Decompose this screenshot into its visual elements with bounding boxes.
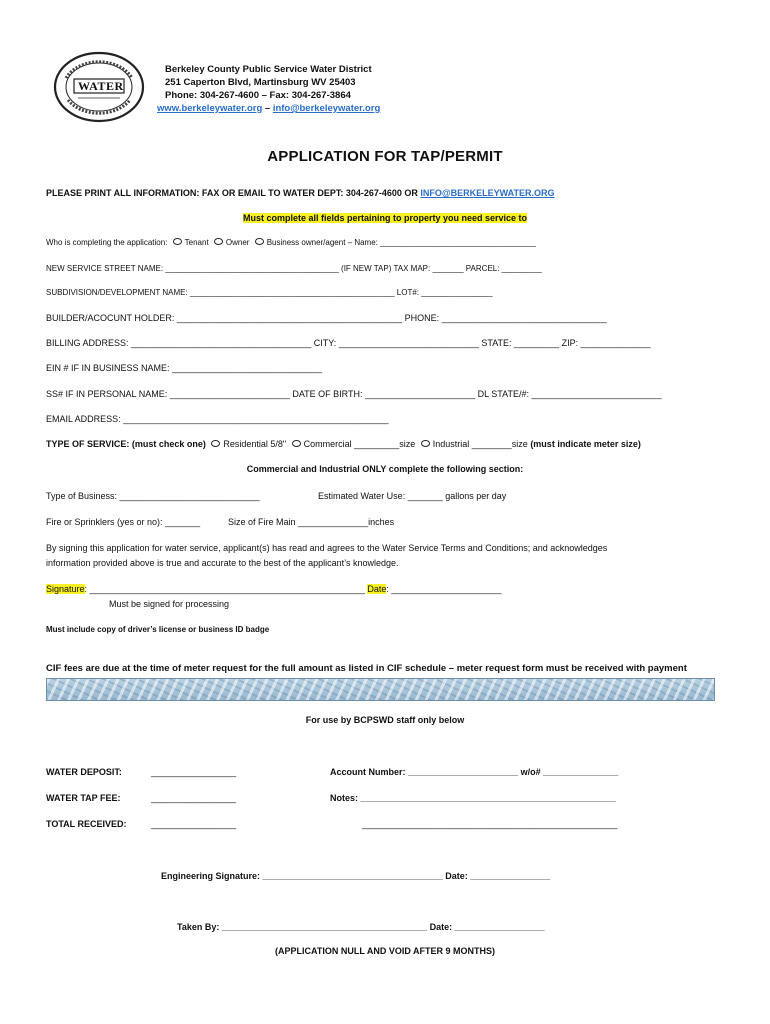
email-link[interactable]: info@berkeleywater.org — [272, 103, 381, 114]
signature-note: Must be signed for processing — [109, 599, 230, 609]
water-deposit-label: WATER DEPOSIT: — [46, 767, 122, 777]
owner-radio[interactable] — [214, 238, 223, 245]
engineering-signature-field[interactable]: Engineering Signature: ____________________________________ Date: ________________ — [161, 871, 551, 881]
water-deposit-field[interactable]: _________________ — [151, 767, 237, 777]
agreement-line-1: By signing this application for water service, applicant(s) has read and agrees to the Water Service Terms and Conditions; and acknowledges — [46, 543, 608, 553]
must-complete-note: Must complete all fields pertaining to property you need service to — [242, 213, 528, 223]
staff-heading: For use by BCPSWD staff only below — [305, 715, 465, 725]
residential-radio[interactable] — [211, 440, 220, 447]
street-field[interactable]: NEW SERVICE STREET NAME: _______________________________________ (IF NEW TAP) TAX MAP: _______ PARCEL: _________ — [46, 264, 542, 273]
industrial-radio[interactable] — [421, 440, 430, 447]
email-field[interactable]: EMAIL ADDRESS: _____________________________________________________ — [46, 414, 389, 424]
org-address: 251 Caperton Blvd, Martinsburg WV 25403 — [165, 77, 356, 88]
water-tap-fee-field[interactable]: _________________ — [151, 793, 237, 803]
void-note: (APPLICATION NULL AND VOID AFTER 9 MONTHS) — [275, 946, 495, 956]
print-instructions: PLEASE PRINT ALL INFORMATION: FAX OR EMAIL TO WATER DEPT: 304-267-4600 OR INFO@BERKELEYWATER.ORG — [46, 188, 555, 198]
meter-size-note: (must indicate meter size) — [530, 439, 641, 449]
water-tap-fee-label: WATER TAP FEE: — [46, 793, 121, 803]
org-contact: www.berkeleywater.org – info@berkeleywater.org — [157, 103, 381, 114]
notes-field-2[interactable]: ___________________________________________________ — [362, 819, 618, 829]
total-received-field[interactable]: _________________ — [151, 819, 237, 829]
fire-main-field[interactable]: Size of Fire Main ______________inches — [228, 517, 395, 527]
completing-label: Who is completing the application: — [46, 238, 168, 247]
website-link[interactable]: www.berkeleywater.org — [157, 103, 263, 114]
billing-field[interactable]: BILLING ADDRESS: ____________________________________ CITY: ____________________________ STATE: _________ ZIP: ______________ — [46, 338, 651, 348]
district-logo — [52, 50, 146, 124]
signature-date-label: Date — [367, 584, 387, 594]
account-number-field[interactable]: Account Number: ______________________ w/o# _______________ — [330, 767, 619, 777]
signature-label: Signature — [46, 584, 85, 594]
commercial-radio[interactable] — [292, 440, 301, 447]
service-row: TYPE OF SERVICE: (must check one) Residential 5/8" Commercial _________size Industrial ________size (must indicate meter size) — [46, 439, 641, 449]
service-label: TYPE OF SERVICE: (must check one) — [46, 439, 206, 449]
subdivision-field[interactable]: SUBDIVISION/DEVELOPMENT NAME: ______________________________________________ LOT#: ________________ — [46, 288, 493, 297]
cif-note: CIF fees are due at the time of meter request for the full amount as listed in CIF schedule – meter request form must be received with payment — [46, 663, 687, 674]
org-name: Berkeley County Public Service Water District — [165, 64, 372, 75]
org-phone-fax: Phone: 304-267-4600 – Fax: 304-267-3864 — [165, 90, 351, 101]
business-radio[interactable] — [255, 238, 264, 245]
builder-field[interactable]: BUILDER/ACOCUNT HOLDER: _____________________________________________ PHONE: _________________________________ — [46, 313, 607, 323]
commercial-heading: Commercial and Industrial ONLY complete the following section: — [246, 464, 524, 474]
ssn-field[interactable]: SS# IF IN PERSONAL NAME: ________________________ DATE OF BIRTH: ______________________ DL STATE/#: __________________________ — [46, 389, 662, 399]
agreement-line-2: information provided above is true and accurate to the best of the applicant’s knowledge. — [46, 558, 399, 568]
tenant-radio[interactable] — [173, 238, 182, 245]
completing-row: Who is completing the application: Tenant Owner Business owner/agent – Name: ___________________________________ — [46, 238, 536, 247]
signature-row[interactable]: Signature: _______________________________________________________ Date: ______________________ — [46, 584, 502, 594]
instructions-email-link[interactable]: INFO@BERKELEYWATER.ORG — [420, 188, 555, 198]
taken-by-field[interactable]: Taken By: _________________________________________ Date: __________________ — [177, 922, 545, 932]
decorative-band — [46, 678, 715, 701]
notes-field[interactable]: Notes: ___________________________________________________ — [330, 793, 616, 803]
business-type-field[interactable]: Type of Business: ____________________________ — [46, 491, 260, 501]
water-use-field[interactable]: Estimated Water Use: _______ gallons per day — [318, 491, 507, 501]
fire-field[interactable]: Fire or Sprinklers (yes or no): _______ — [46, 517, 201, 527]
total-received-label: TOTAL RECEIVED: — [46, 819, 127, 829]
ein-field[interactable]: EIN # IF IN BUSINESS NAME: ______________________________ — [46, 363, 323, 373]
page-title: APPLICATION FOR TAP/PERMIT — [267, 148, 503, 165]
logo-text: WATER — [78, 79, 124, 93]
license-note: Must include copy of driver’s license or business ID badge — [46, 625, 270, 634]
